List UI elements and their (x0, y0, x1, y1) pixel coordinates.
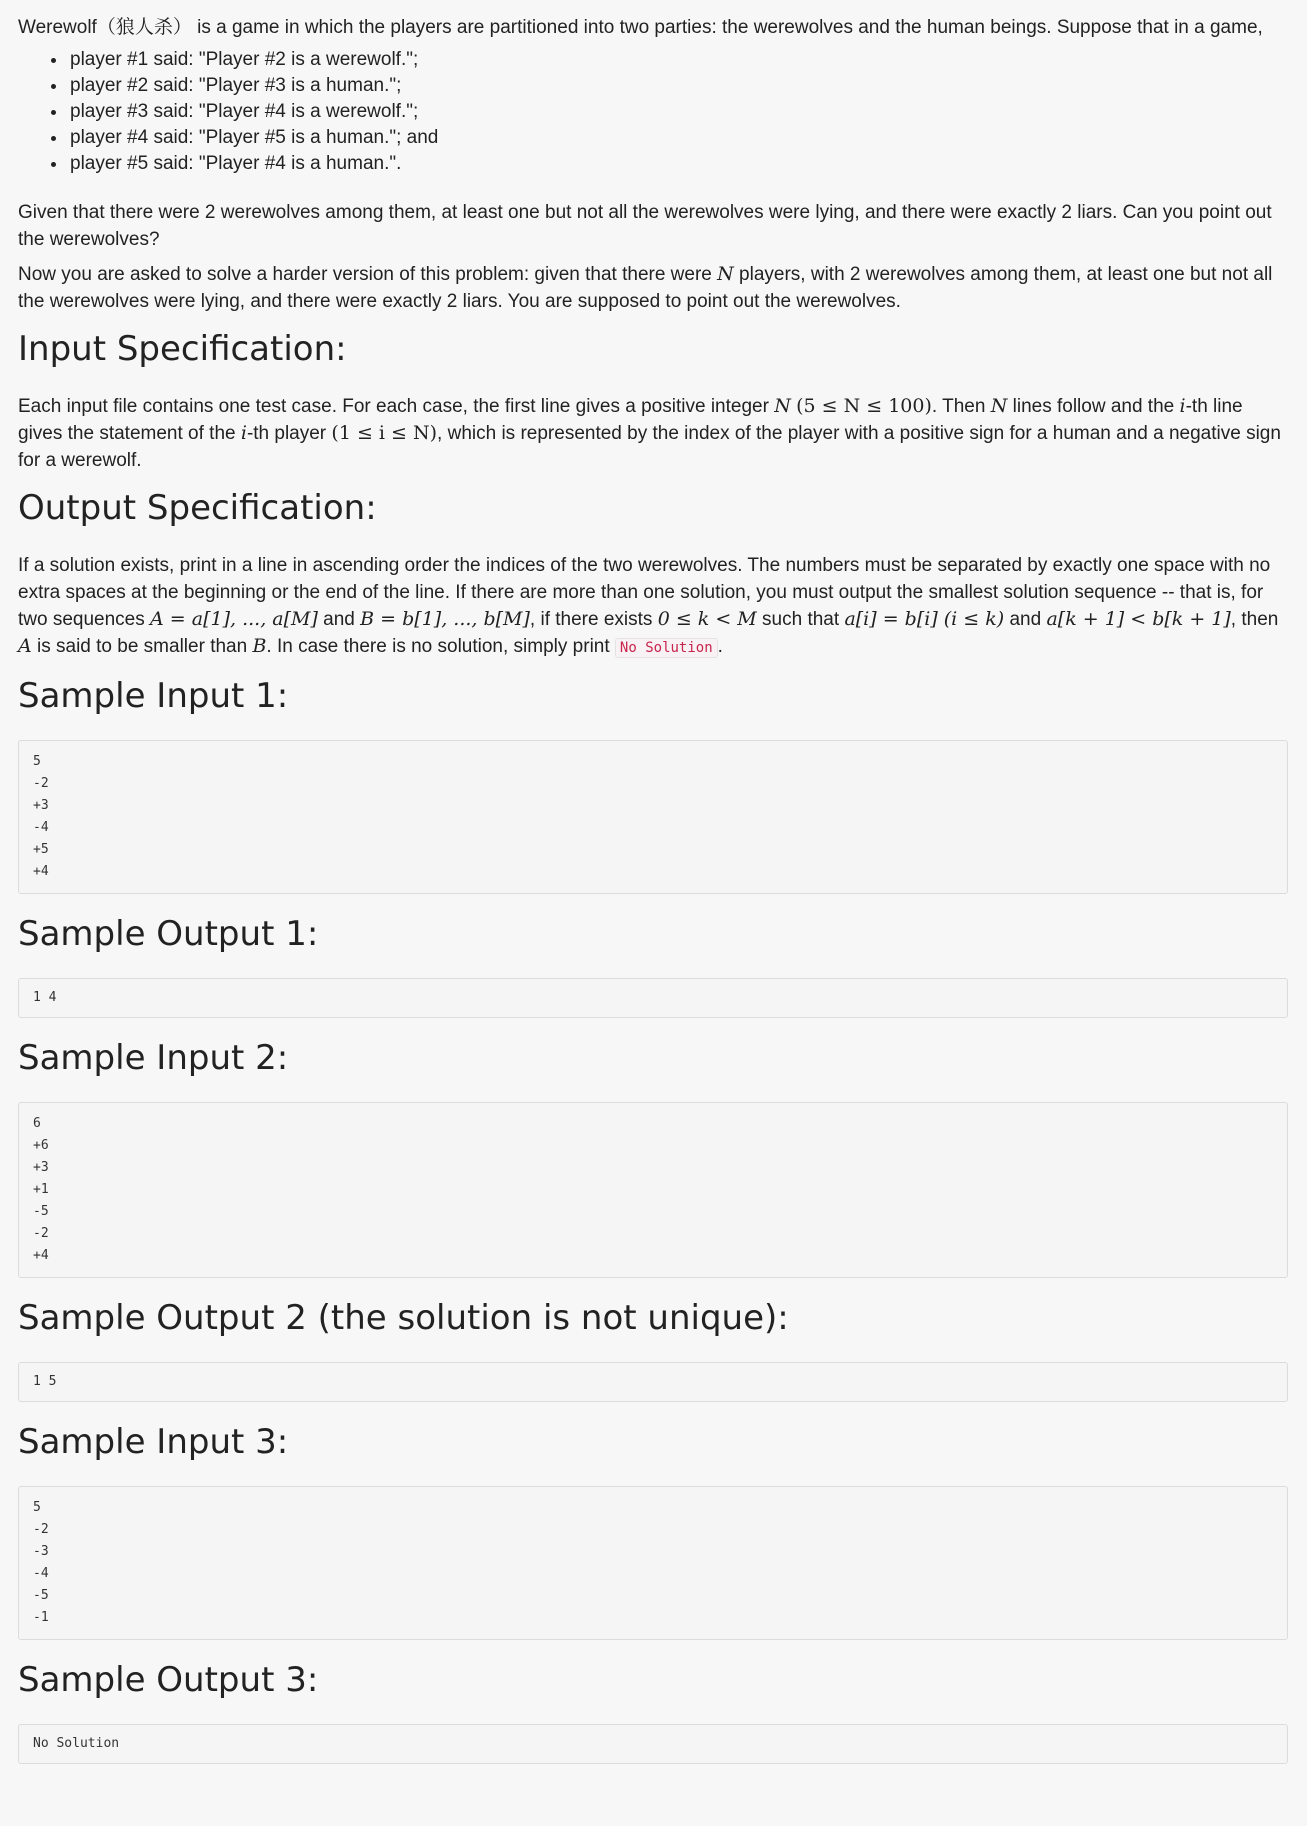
math: N (717, 263, 734, 285)
intro-paragraph: Werewolf（狼人杀） is a game in which the players are partitioned into two parties: the werewolves and the human beings. Suppose that in a game, (18, 17, 1263, 38)
text: and (317, 609, 361, 630)
sample-output-2-block[interactable]: 1 5 (18, 1362, 1288, 1402)
sample-output-1-block[interactable]: 1 4 (18, 978, 1288, 1018)
sample-output-2-heading: Sample Output 2 (the solution is not unique): (18, 1298, 789, 1338)
sample-output-1-heading: Sample Output 1: (18, 914, 319, 954)
text: , if there exists (529, 609, 658, 630)
list-item: • player #5 said: "Player #4 is a human.". (68, 151, 1289, 177)
text: is said to be smaller than (31, 636, 253, 657)
text: players, with 2 werewolves among them, at least one but not all the werewolves were lying, and there were exactly 2 liars. You are supposed to point out the werewolves. (18, 264, 1273, 312)
math: (5 ≤ N ≤ 100) (796, 395, 932, 417)
math: N (774, 395, 791, 417)
sample-input-3-heading: Sample Input 3: (18, 1422, 289, 1462)
list-item: • player #1 said: "Player #2 is a werewolf."; (68, 47, 1289, 73)
no-solution-code: No Solution (615, 638, 718, 658)
statement-list (18, 47, 1289, 177)
math: (1 ≤ i ≤ N) (331, 422, 438, 444)
sample-output-3-heading: Sample Output 3: (18, 1660, 319, 1700)
math: B (252, 635, 267, 657)
list-item: • player #4 said: "Player #5 is a human."; and (68, 125, 1289, 151)
text: lines follow and the (1007, 396, 1180, 417)
input-spec-paragraph (18, 393, 1289, 474)
text: -th line gives the statement of the (18, 396, 1243, 444)
text: -th player (246, 423, 332, 444)
math: i (240, 422, 247, 444)
sample-input-2-heading: Sample Input 2: (18, 1038, 289, 1078)
list-item: • player #2 said: "Player #3 is a human."; (68, 73, 1289, 99)
math: 0 ≤ k < M (657, 608, 757, 630)
math: N (990, 395, 1008, 417)
math: a[k + 1] < b[k + 1] (1046, 608, 1231, 630)
output-spec-heading: Output Specification: (18, 488, 377, 528)
question-paragraph: Given that there were 2 werewolves among them, at least one but not all the werewolves were lying, and there were exactly 2 liars. Can you point out the werewolves? (18, 202, 1272, 250)
text: . (717, 636, 723, 657)
sample-input-2-block[interactable]: 6 +6 +3 +1 -5 -2 +4 (18, 1102, 1288, 1278)
sample-output-3-block[interactable]: No Solution (18, 1724, 1288, 1764)
text: . In case there is no solution, simply print (266, 636, 615, 657)
sample-input-1-heading: Sample Input 1: (18, 676, 289, 716)
text: , which is represented by the index of the player with a positive sign for a human and a negative sign for a werewolf. (18, 423, 1281, 471)
text: . Then (931, 396, 991, 417)
output-spec-paragraph (18, 552, 1289, 662)
text: Each input file contains one test case. For each case, the first line gives a positive integer (18, 396, 775, 417)
input-spec-heading: Input Specification: (18, 329, 347, 369)
text: and (1004, 609, 1047, 630)
text: such that (756, 609, 845, 630)
math: a[i] = b[i] (i ≤ k) (844, 608, 1005, 630)
sample-input-3-block[interactable]: 5 -2 -3 -4 -5 -1 (18, 1486, 1288, 1640)
list-item: • player #3 said: "Player #4 is a werewolf."; (68, 99, 1289, 125)
math: A = a[1], ..., a[M] (150, 608, 318, 630)
math: i (1179, 395, 1186, 417)
text: If a solution exists, print in a line in ascending order the indices of the two werewolves. The numbers must be separated by exactly one space with no extra spaces at the beginning or the end of the line. If there are more than one solution, you must output the smallest solution sequence -- that is, for two sequences (18, 555, 1271, 630)
text: Now you are asked to solve a harder version of this problem: given that there were (18, 264, 718, 285)
sample-input-1-block[interactable]: 5 -2 +3 -4 +5 +4 (18, 740, 1288, 894)
harder-paragraph (18, 261, 1289, 315)
math: A (18, 635, 32, 657)
text: , then (1230, 609, 1279, 630)
math: B = b[1], ..., b[M] (360, 608, 530, 630)
